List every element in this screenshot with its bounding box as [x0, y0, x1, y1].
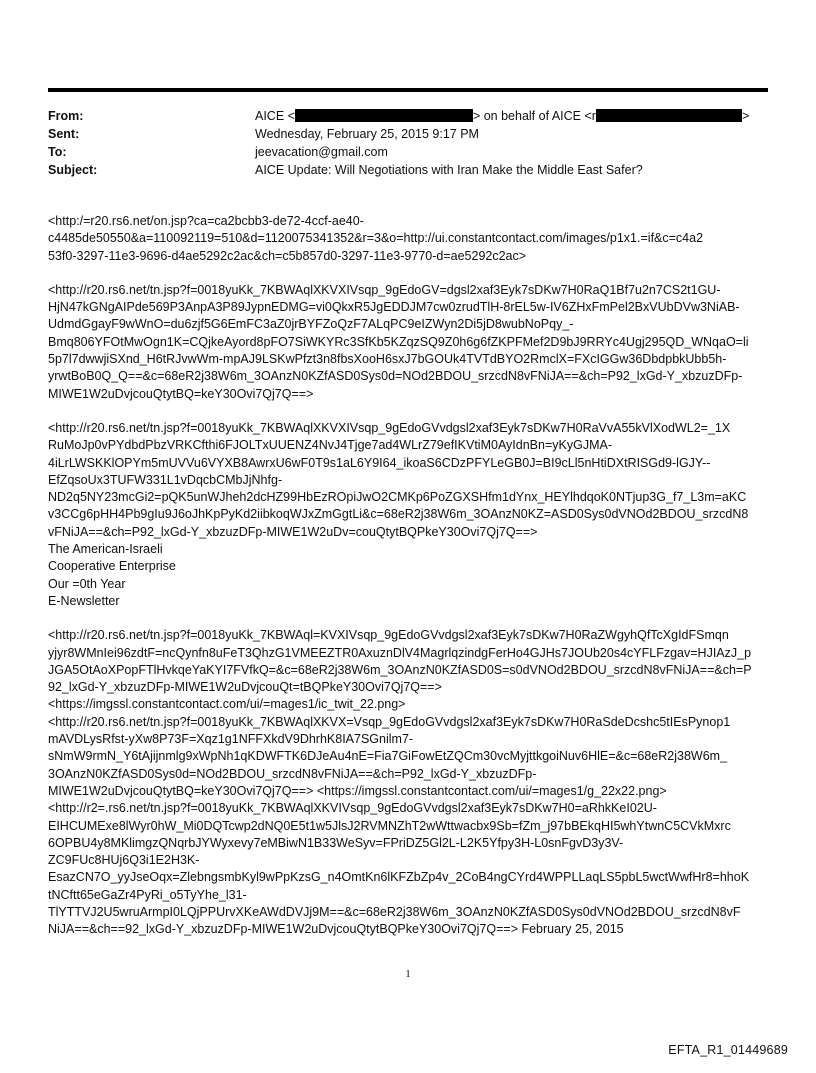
body-line: <https://imgssl.constantcontact.com/ui/=mages1/ic_twit_22.png>: [48, 697, 406, 712]
redaction-box: [596, 109, 742, 122]
body-line: MIWE1W2uDvjcouQtytBQ=keY30Ovi7Qj7Q==>: [48, 386, 314, 401]
paragraph-link-2: [48, 420, 774, 610]
body-line: c4485de50550&a=110092119=510&d=1120075341352&r=3&o=http://ui.constantcontact.com/images/p1x1.=if&c=c4a2: [48, 231, 704, 246]
body-line: JGA5OtAoXPopFTlHvkqeYaKYI7FVfkQ=&c=68eR2j38W6m_3OAnzN0KZfASD0S=s0dVNOd2BDOU_srzcdN8vFNiJA==&ch=P: [48, 662, 752, 677]
to-label: To:: [48, 145, 67, 159]
from-tail-close: >: [741, 109, 750, 123]
from-behalf: > on behalf of AICE <: [472, 109, 592, 123]
from-name: AICE <: [255, 109, 295, 123]
paragraph-tracking-pixel: [48, 213, 774, 265]
email-body: [48, 213, 774, 939]
body-line: mAVDLysRfst-yXw8P73F=Xqz1g1NFFXkdV9DhrhK8IA7SGnilm7-: [48, 732, 414, 747]
body-line: 4iLrLWSKKlOPYm5mUVVu6VYXB8AwrxU6wF0T9s1aL6Y9I64_ikoaS6CDzPFYLeGB0J=BI9cLl5nHtiDXtRISGd9-lGJY--: [48, 455, 711, 470]
from-row: [48, 107, 768, 125]
body-line: <http://r20.rs6.net/tn.jsp?f=0018yuKk_7KBWAqlXKVX=Vsqp_9gEdoGVvdgsl2xaf3Eyk7sDKw7H0RaSdeDcshc5tIEsPynop1: [48, 714, 731, 729]
subject-row: [48, 161, 768, 179]
body-line: <http://r20.rs6.net/tn.jsp?f=0018yuKk_7KBWAql=KVXIVsqp_9gEdoGVvdgsl2xaf3Eyk7sDKw7H0RaZWgyhQfTcXgIdFSmqn: [48, 628, 729, 643]
body-line: E-Newsletter: [48, 593, 120, 608]
body-line: Bmq806YFOtMwOgn1K=CQjkeAyord8pFO7SiWKYRc3SfKb5KZqzSQ9Z0h6g6fZKPFMef2D9bJ9RRYc4Ugj295QD_WNqaO=li: [48, 334, 749, 349]
body-line: RuMoJp0vPYdbdPbzVRKCfthi6FJOLTxUUENZ4NvJ4Tjge7ad4WLrZ79efIKVtiM0AyIdnBn=yKyGJMA-: [48, 438, 612, 453]
body-line: 53f0-3297-11e3-9696-d4ae5292c2ac&ch=c5b857d0-3297-11e3-9770-d=ae5292c2ac>: [48, 248, 527, 263]
sent-row: [48, 125, 768, 143]
body-line: 3OAnzN0KZfASD0Sys0d=NOd2BDOU_srzcdN8vFNiJA==&ch=P92_lxGd-Y_xbzuzDFp-: [48, 766, 537, 781]
body-line: <http://r20.rs6.net/tn.jsp?f=0018yuKk_7KBWAqlXKVXIVsqp_9gEdoGVvdgsl2xaf3Eyk7sDKw7H0RaVvA55kVlXodWL2=_1X: [48, 420, 731, 435]
subject-value: AICE Update: Will Negotiations with Iran Make the Middle East Safer?: [255, 163, 643, 177]
from-label: From:: [48, 109, 84, 123]
paragraph-link-1: [48, 282, 774, 403]
body-line: sNmW9rmN_Y6tAjijnmlg9xWpNh1qKDWFTK6DJeAu4nE=Fia7GiFowEtZQCm30vcMyjttkgoiNuv6HlE=&c=68eR2j38W6m_: [48, 749, 728, 764]
body-line: <http://r2=.rs6.net/tn.jsp?f=0018yuKk_7KBWAqlXKVIVsqp_9gEdoGVvdgsl2xaf3Eyk7sDKw7H0=aRhkKeI02U-: [48, 801, 657, 816]
body-line: 6OPBU4y8MKlimgzQNqrbJYWyxevy7eMBiwN1B33WeSyv=FPriDZ5Gl2L-L2K5Yfpy3H-L0snFgvD3y3V-: [48, 835, 624, 850]
body-line: The American-Israeli: [48, 542, 163, 557]
body-line: Our =0th Year: [48, 576, 126, 591]
body-line: vFNiJA==&ch=P92_lxGd-Y_xbzuzDFp-MIWE1W2uDv=couQtytBQPkeY30Ovi7Qj7Q==>: [48, 524, 538, 539]
redaction-box: [295, 109, 473, 122]
page-number: 1: [405, 968, 411, 980]
body-line: yjyr8WMnIei96zdtF=ncQynfn8uFeT3QhzG1VMEEZTR0AxuznDlV4MagrlqzindgFerHo4GJHs7JOUb20s4cYFLFzgav=HJIAzJ_p: [48, 645, 752, 660]
body-line: MIWE1W2uDvjcouQtytBQ=keY30Ovi7Qj7Q==> <https://imgssl.constantcontact.com/ui/=mages1/g_22x22.png>: [48, 783, 667, 798]
to-value: jeevacation@gmail.com: [255, 145, 388, 159]
sent-value: Wednesday, February 25, 2015 9:17 PM: [255, 127, 479, 141]
email-header: [48, 107, 768, 179]
body-line: ZC9FUc8HUj6Q3i1E2H3K-: [48, 853, 200, 868]
body-line: v3CCg6pHH4Pb9gIu9J6oJhKpPyKd2iibkoqWJxZmGgtLi&c=68eR2j38W6m_3OAnzN0KZ=ASD0Sys0dVNOd2BDOU_srzcdN8: [48, 507, 749, 522]
body-line: ND2q5NY23mcGi2=pQK5unWJheh2dcHZ99HbEzROpiJwO2CMKp6PoZGXSHfm1dYnx_HEYlhdqoK0NTjup3G_f7_L3m=aKC: [48, 490, 747, 505]
body-line: yrwtBoB0Q_Q==&c=68eR2j38W6m_3OAnzN0KZfASD0Sys0d=NOd2BDOU_srzcdN8vFNiJA==&ch=P92_lxGd-Y_xbzuzDFp-: [48, 369, 743, 384]
to-row: [48, 143, 768, 161]
header-rule: [48, 88, 768, 92]
subject-label: Subject:: [48, 163, 98, 177]
body-line: <http://r20.rs6.net/tn.jsp?f=0018yuKk_7KBWAqlXKVXIVsqp_9gEdoGV=dgsl2xaf3Eyk7sDKw7H0RaQ1Bf7u2n7CS2t1GU-: [48, 282, 721, 297]
from-tail-open: r: [591, 109, 596, 123]
body-line: EsazCN7O_yyJseOqx=ZlebngsmbKyl9wPpKzsG_n4OmtKn6lKFZbZp4v_2CoB4ngCYrd4WPPLLaqLS5pbL5wctWwfHr8=hhoK: [48, 870, 750, 885]
body-line: <http:/=r20.rs6.net/on.jsp?ca=ca2bcbb3-de72-4ccf-ae40-: [48, 214, 364, 228]
body-line: tNCftt65eGaZr4PyRi_o5TyYhe_l31-: [48, 887, 247, 902]
from-value: [255, 107, 749, 125]
body-line: Cooperative Enterprise: [48, 559, 176, 574]
body-line: 92_lxGd-Y_xbzuzDFp-MIWE1W2uDvjcouQt=tBQPkeY30Ovi7Qj7Q==>: [48, 680, 442, 695]
body-line: NiJA==&ch==92_lxGd-Y_xbzuzDFp-MIWE1W2uDvjcouQtytBQPkeY30Ovi7Qj7Q==> February 25, 2015: [48, 922, 624, 937]
body-line: EIHCUMExe8lWyr0hW_Mi0DQTcwp2dNQ0E5t1w5JlsJ2RVMNZhT2wWttwacbx9Sb=fZm_j97bBEkqHI5whYtwnC5CVkMxrc: [48, 818, 731, 833]
paragraph-links-3: [48, 627, 774, 938]
bates-number: EFTA_R1_01449689: [668, 1043, 788, 1057]
body-line: 5p7l7dwwjiSXnd_H6tRJvwWm-mpAJ9LSKwPfzt3n8fbsXooH6sxJ7bGOUk4TVTdBYO2RmclX=FXcIGGw36DbdpbkUbb5h-: [48, 352, 727, 367]
body-line: TlYTTVJ2U5wruArmpI0LQjPPUrvXKeAWdDVJj9M==&c=68eR2j38W6m_3OAnzN0KZfASD0Sys0dVNOd2BDOU_srzcdN8vF: [48, 904, 741, 919]
body-line: HjN47kGNgAIPde569P3AnpA3P89JypnEDMG=vi0QkxR5JgEDDJM7cw0zrudTlH-8rEL5w-IV6ZHxFmPel2BxVUbDVw3NiAB-: [48, 300, 740, 315]
sent-label: Sent:: [48, 127, 80, 141]
body-line: EfZqsoUx3TUFW331L1vDqcbCMbJjNhfg-: [48, 472, 283, 487]
body-line: UdmdGgayF9wWnO=du6zjf5G6EmFC3aZ0jrBYFZoQzF7ALqPC9eIZWyn2Di5jD8wubNoPqy_-: [48, 317, 574, 332]
